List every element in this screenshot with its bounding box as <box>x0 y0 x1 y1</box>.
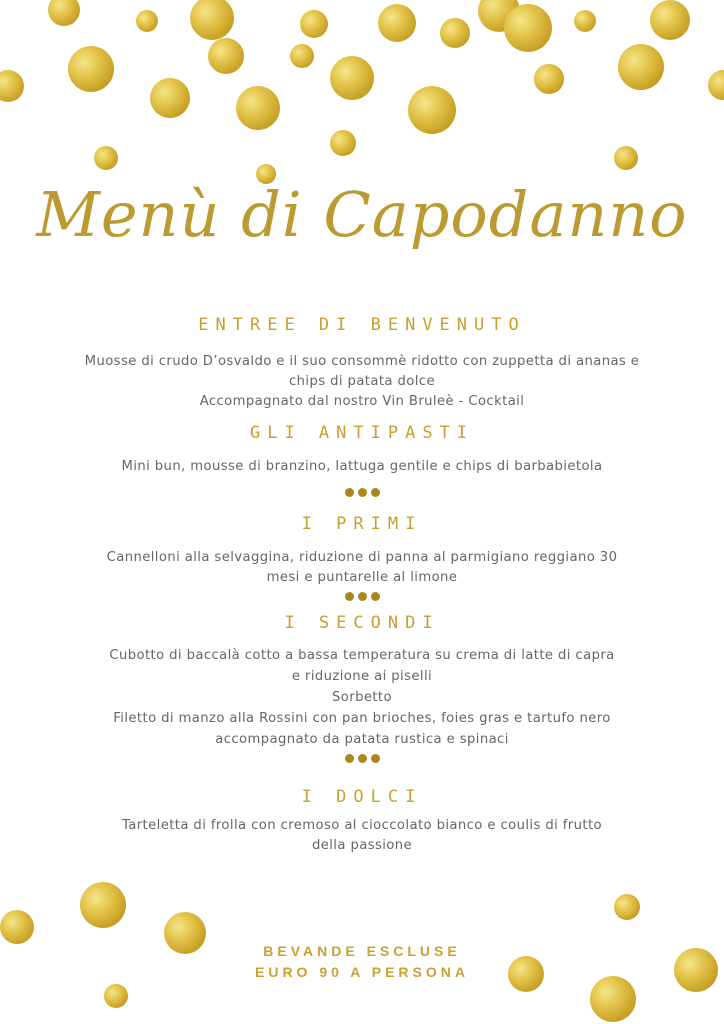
section-heading: I DOLCI <box>301 787 423 807</box>
price-note: EURO 90 A PERSONA <box>255 964 469 980</box>
gold-dot <box>534 64 564 94</box>
gold-dot <box>708 70 724 100</box>
menu-item-line: Tarteletta di frolla con cremoso al cioccolato bianco e coulis di frutto <box>121 818 602 833</box>
gold-dot <box>650 0 690 40</box>
menu-item-line: Cubotto di baccalà cotto a bassa temperatura su crema di latte di capra <box>109 648 615 663</box>
menu-item-line: della passione <box>311 838 413 853</box>
section-antipasti <box>0 422 724 444</box>
menu-item-line: Cannelloni alla selvaggina, riduzione di panna al parmigiano reggiano 30 <box>106 550 618 565</box>
gold-dot <box>618 44 664 90</box>
gold-dot <box>300 10 328 38</box>
section-entree-items <box>0 352 724 412</box>
section-secondi <box>0 612 724 634</box>
gold-dot <box>614 894 640 920</box>
gold-dot <box>408 86 456 134</box>
section-heading: I SECONDI <box>284 613 440 633</box>
menu-item-line: Sorbetto <box>332 690 392 705</box>
menu-item-line: accompagnato da patata rustica e spinaci <box>215 732 509 747</box>
section-secondi-items <box>0 645 724 750</box>
gold-dot <box>614 146 638 170</box>
gold-dot <box>574 10 596 32</box>
menu-item-line: Filetto di manzo alla Rossini con pan brioches, foies gras e tartufo nero <box>113 711 611 726</box>
gold-dot <box>330 56 374 100</box>
section-primi <box>0 513 724 535</box>
menu-title: Menù di Capodanno <box>36 178 688 251</box>
gold-dot <box>150 78 190 118</box>
gold-dot <box>190 0 234 40</box>
gold-dot <box>0 910 34 944</box>
section-primi-items <box>0 548 724 588</box>
menu-item-line: mesi e puntarelle al limone <box>266 570 458 585</box>
gold-dot <box>378 4 416 42</box>
menu-item-line: Muosse di crudo D’osvaldo e il suo consommè ridotto con zuppetta di ananas e <box>84 354 640 369</box>
gold-dot <box>104 984 128 1008</box>
section-entree <box>0 314 724 336</box>
section-antipasti-items <box>0 457 724 477</box>
gold-dot <box>94 146 118 170</box>
gold-dot <box>330 130 356 156</box>
section-heading: I PRIMI <box>301 514 423 534</box>
gold-dot <box>290 44 314 68</box>
menu-item-line: e riduzione ai piselli <box>291 669 433 684</box>
gold-dot <box>440 18 470 48</box>
section-heading: GLI ANTIPASTI <box>249 423 475 443</box>
dots-divider <box>0 592 724 601</box>
gold-dot <box>504 4 552 52</box>
menu-item-line: Mini bun, mousse di branzino, lattuga gentile e chips di barbabietola <box>121 459 603 474</box>
section-heading: ENTREE DI BENVENUTO <box>198 315 526 335</box>
gold-dot <box>68 46 114 92</box>
gold-dot <box>0 70 24 102</box>
section-dolci-items <box>0 816 724 856</box>
dots-divider <box>0 488 724 497</box>
menu-item-line: chips di patata dolce <box>289 374 435 389</box>
dots-divider <box>0 754 724 763</box>
section-dolci <box>0 786 724 808</box>
gold-dot <box>236 86 280 130</box>
gold-dot <box>80 882 126 928</box>
drinks-note: BEVANDE ESCLUSE <box>263 943 461 959</box>
gold-dot <box>136 10 158 32</box>
menu-item-line: Accompagnato dal nostro Vin Bruleè - Cocktail <box>199 394 525 409</box>
gold-dot <box>48 0 80 26</box>
footer-notes <box>0 941 724 983</box>
gold-dot <box>208 38 244 74</box>
